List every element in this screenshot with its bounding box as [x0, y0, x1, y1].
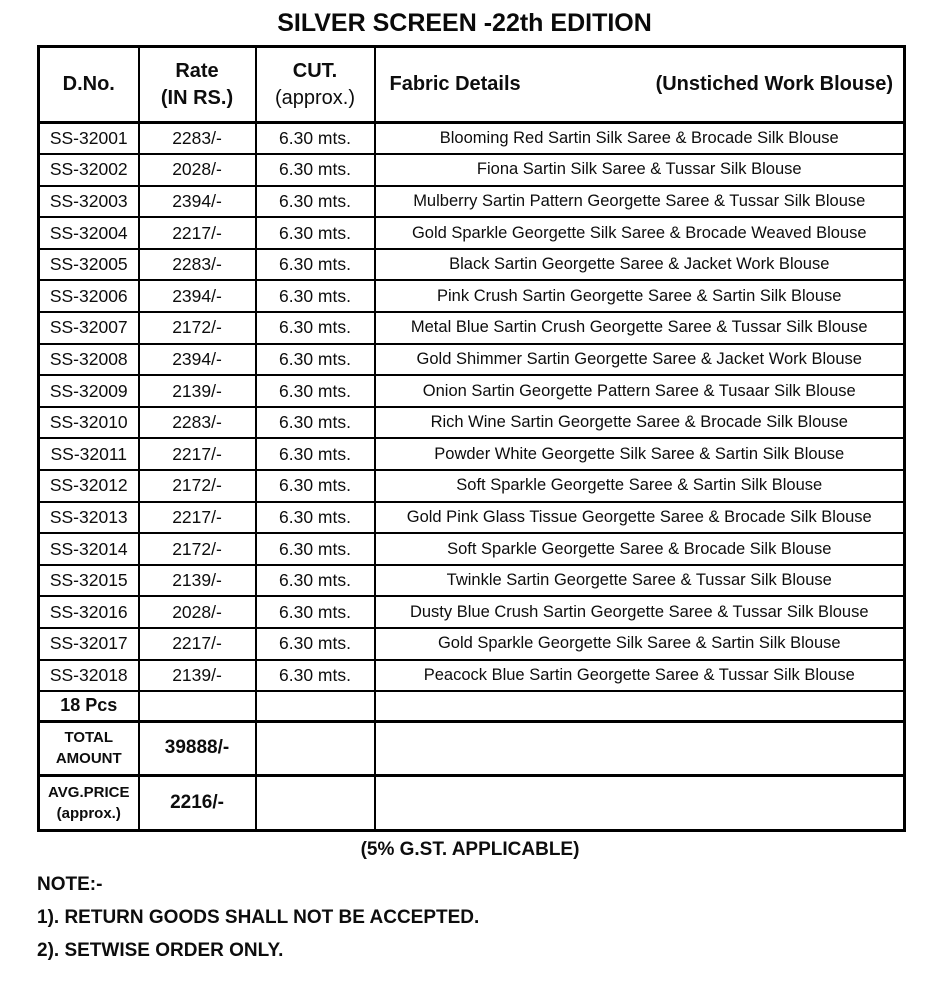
table-row: [39, 596, 905, 628]
fabric-cell: Black Sartin Georgette Saree & Jacket Work Blouse: [375, 249, 905, 281]
empty-cell: [375, 691, 905, 721]
fabric-cell: Gold Pink Glass Tissue Georgette Saree & Brocade Silk Blouse: [375, 502, 905, 534]
dno-cell: SS-32014: [39, 533, 139, 565]
cut-cell: 6.30 mts.: [256, 375, 375, 407]
rate-header-line2: (IN RS.): [160, 86, 234, 109]
dno-cell: SS-32008: [39, 344, 139, 376]
table-row: [39, 312, 905, 344]
dno-cell: SS-32009: [39, 375, 139, 407]
dno-cell: SS-32003: [39, 186, 139, 218]
table-row: [39, 123, 905, 155]
table-row: [39, 502, 905, 534]
rate-cell: 2172/-: [139, 470, 256, 502]
fabric-cell: Metal Blue Sartin Crush Georgette Saree & Tussar Silk Blouse: [375, 312, 905, 344]
table-summary: [39, 691, 905, 830]
column-header-cut: [256, 47, 375, 123]
fabric-cell: Soft Sparkle Georgette Saree & Sartin Silk Blouse: [375, 470, 905, 502]
fabric-cell: Onion Sartin Georgette Pattern Saree & Tusaar Silk Blouse: [375, 375, 905, 407]
total-amount-value: 39888/-: [139, 721, 256, 775]
rate-cell: 2139/-: [139, 660, 256, 692]
cut-cell: 6.30 mts.: [256, 596, 375, 628]
fabric-cell: Peacock Blue Sartin Georgette Saree & Tussar Silk Blouse: [375, 660, 905, 692]
table-row: [39, 438, 905, 470]
column-header-fabric: [375, 47, 905, 123]
table-row: [39, 407, 905, 439]
rate-cell: 2028/-: [139, 596, 256, 628]
table-row: [39, 660, 905, 692]
rate-cell: 2283/-: [139, 249, 256, 281]
fabric-cell: Gold Shimmer Sartin Georgette Saree & Jacket Work Blouse: [375, 344, 905, 376]
dno-cell: SS-32001: [39, 123, 139, 155]
table-row: [39, 217, 905, 249]
cut-header-line2: (approx.): [274, 86, 356, 109]
pcs-count: 18 Pcs: [39, 691, 139, 721]
fabric-cell: Twinkle Sartin Georgette Saree & Tussar Silk Blouse: [375, 565, 905, 597]
rate-cell: 2283/-: [139, 123, 256, 155]
fabric-cell: Powder White Georgette Silk Saree & Sartin Silk Blouse: [375, 438, 905, 470]
column-header-rate: [139, 47, 256, 123]
cut-cell: 6.30 mts.: [256, 154, 375, 186]
fabric-cell: Gold Sparkle Georgette Silk Saree & Brocade Weaved Blouse: [375, 217, 905, 249]
cut-cell: 6.30 mts.: [256, 660, 375, 692]
rate-cell: 2139/-: [139, 565, 256, 597]
rate-cell: 2217/-: [139, 217, 256, 249]
empty-cell: [375, 775, 905, 830]
cut-cell: 6.30 mts.: [256, 186, 375, 218]
header-row: [39, 47, 905, 123]
avg-label-line1: AVG.PRICE: [48, 783, 130, 801]
fabric-cell: Fiona Sartin Silk Saree & Tussar Silk Blouse: [375, 154, 905, 186]
total-amount-row: [39, 721, 905, 775]
note-item: 1). RETURN GOODS SHALL NOT BE ACCEPTED.: [37, 906, 480, 928]
dno-cell: SS-32011: [39, 438, 139, 470]
rate-cell: 2172/-: [139, 533, 256, 565]
dno-cell: SS-32004: [39, 217, 139, 249]
fabric-cell: Dusty Blue Crush Sartin Georgette Saree & Tussar Silk Blouse: [375, 596, 905, 628]
gst-note: (5% G.ST. APPLICABLE): [360, 838, 580, 860]
dno-cell: SS-32012: [39, 470, 139, 502]
cut-cell: 6.30 mts.: [256, 249, 375, 281]
fabric-cell: Gold Sparkle Georgette Silk Saree & Sartin Silk Blouse: [375, 628, 905, 660]
rate-cell: 2217/-: [139, 628, 256, 660]
notes-section: [37, 874, 929, 962]
table-row: [39, 154, 905, 186]
cut-cell: 6.30 mts.: [256, 438, 375, 470]
table-row: [39, 375, 905, 407]
dno-cell: SS-32010: [39, 407, 139, 439]
cut-cell: 6.30 mts.: [256, 344, 375, 376]
rate-cell: 2394/-: [139, 186, 256, 218]
rate-header-line1: Rate: [175, 59, 219, 82]
note-item: 2). SETWISE ORDER ONLY.: [37, 939, 284, 961]
dno-cell: SS-32007: [39, 312, 139, 344]
fabric-cell: Blooming Red Sartin Silk Saree & Brocade Silk Blouse: [375, 123, 905, 155]
cut-cell: 6.30 mts.: [256, 565, 375, 597]
rate-cell: 2217/-: [139, 502, 256, 534]
price-table: [37, 45, 906, 832]
table-row: [39, 186, 905, 218]
empty-cell: [256, 721, 375, 775]
total-amount-label: [39, 721, 139, 775]
dno-cell: SS-32005: [39, 249, 139, 281]
fabric-header-label: Fabric Details: [389, 73, 521, 95]
page-title: SILVER SCREEN -22th EDITION: [277, 9, 652, 37]
fabric-cell: Pink Crush Sartin Georgette Saree & Sartin Silk Blouse: [375, 280, 905, 312]
avg-price-value: 2216/-: [139, 775, 256, 830]
table-row: [39, 344, 905, 376]
cut-cell: 6.30 mts.: [256, 407, 375, 439]
cut-cell: 6.30 mts.: [256, 628, 375, 660]
total-label-line2: AMOUNT: [55, 750, 122, 768]
rate-cell: 2172/-: [139, 312, 256, 344]
cut-header-line1: CUT.: [292, 59, 338, 82]
dno-cell: SS-32002: [39, 154, 139, 186]
empty-cell: [256, 691, 375, 721]
dno-cell: SS-32006: [39, 280, 139, 312]
table-row: [39, 628, 905, 660]
rate-cell: 2028/-: [139, 154, 256, 186]
cut-cell: 6.30 mts.: [256, 123, 375, 155]
fabric-cell: Mulberry Sartin Pattern Georgette Saree & Tussar Silk Blouse: [375, 186, 905, 218]
empty-cell: [256, 775, 375, 830]
pcs-row: [39, 691, 905, 721]
empty-cell: [375, 721, 905, 775]
dno-cell: SS-32018: [39, 660, 139, 692]
fabric-cell: Rich Wine Sartin Georgette Saree & Brocade Silk Blouse: [375, 407, 905, 439]
fabric-cell: Soft Sparkle Georgette Saree & Brocade Silk Blouse: [375, 533, 905, 565]
dno-cell: SS-32016: [39, 596, 139, 628]
fabric-header-note: (Unstiched Work Blouse): [655, 73, 893, 95]
avg-label-line2: (approx.): [56, 804, 121, 822]
cut-cell: 6.30 mts.: [256, 217, 375, 249]
table-row: [39, 533, 905, 565]
cut-cell: 6.30 mts.: [256, 280, 375, 312]
rate-cell: 2283/-: [139, 407, 256, 439]
table-row: [39, 565, 905, 597]
table-row: [39, 280, 905, 312]
column-header-dno: D.No.: [39, 47, 139, 123]
cut-cell: 6.30 mts.: [256, 502, 375, 534]
cut-cell: 6.30 mts.: [256, 533, 375, 565]
cut-cell: 6.30 mts.: [256, 470, 375, 502]
rate-cell: 2394/-: [139, 280, 256, 312]
cut-cell: 6.30 mts.: [256, 312, 375, 344]
rate-cell: 2217/-: [139, 438, 256, 470]
table-row: [39, 470, 905, 502]
empty-cell: [139, 691, 256, 721]
total-label-line1: TOTAL: [64, 729, 114, 747]
dno-cell: SS-32015: [39, 565, 139, 597]
table-row: [39, 249, 905, 281]
table-body: [39, 123, 905, 692]
rate-cell: 2394/-: [139, 344, 256, 376]
avg-price-label: [39, 775, 139, 830]
table-header: [39, 47, 905, 123]
dno-cell: SS-32013: [39, 502, 139, 534]
rate-cell: 2139/-: [139, 375, 256, 407]
avg-price-row: [39, 775, 905, 830]
dno-cell: SS-32017: [39, 628, 139, 660]
note-heading: NOTE:-: [37, 873, 103, 895]
